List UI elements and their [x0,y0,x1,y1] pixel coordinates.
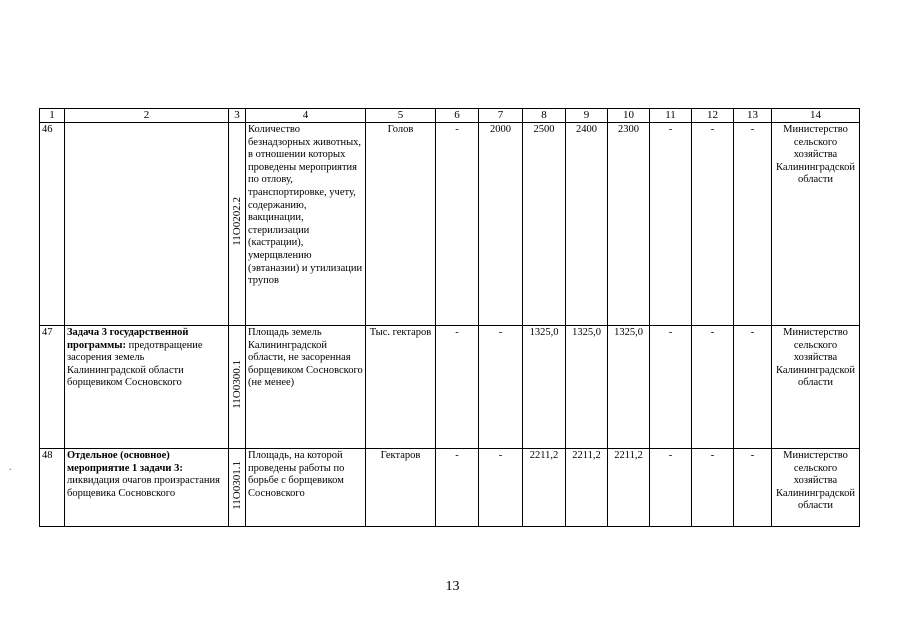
value-cell: - [692,123,734,326]
table-row [40,326,860,449]
column-header: 8 [523,109,566,123]
program-code: 11О0202.2 [230,197,243,247]
value-cell: - [734,123,772,326]
value-cell: - [436,326,479,449]
responsible-executor: Министерство сельского хозяйства Калининградской области [772,326,860,449]
page-number: 13 [445,579,460,594]
column-header: 2 [65,109,229,123]
unit: Тыс. гектаров [366,326,436,449]
column-header: 11 [650,109,692,123]
row-number: 46 [40,123,65,326]
value-cell: - [692,326,734,449]
value-cell: - [479,449,523,527]
program-code: 11О0300.1 [230,360,243,410]
table-row [40,123,860,326]
code-cell [229,449,246,527]
value-cell: 1325,0 [608,326,650,449]
code-cell [229,123,246,326]
value-cell: 2211,2 [566,449,608,527]
unit: Голов [366,123,436,326]
value-cell: - [692,449,734,527]
responsible-executor: Министерство сельского хозяйства Калининградской области [772,123,860,326]
value-cell: 2400 [566,123,608,326]
task-cell [65,123,229,326]
value-cell: - [650,449,692,527]
value-cell: - [479,326,523,449]
column-header: 4 [246,109,366,123]
task-description: предотвращение засорения земель Калининградской области борщевиком Сосновского [67,339,203,389]
value-cell: - [650,326,692,449]
value-cell: - [436,449,479,527]
row-number: 48 [40,449,65,527]
task-title: Отдельное (основное) мероприятие 1 задачи 3: [67,450,183,474]
value-cell: 2211,2 [608,449,650,527]
row-number: 47 [40,326,65,449]
value-cell: 2000 [479,123,523,326]
value-cell: - [734,449,772,527]
value-cell: 1325,0 [523,326,566,449]
value-cell: - [734,326,772,449]
program-code: 11О0301.1 [230,460,243,510]
column-header: 13 [734,109,772,123]
table-row [40,449,860,527]
column-header: 7 [479,109,523,123]
indicator-name: Количество безнадзорных животных, в отношении которых проведены мероприятия по отлову, транспортировке, учету, содержанию, вакцинации, стерилизации (кастрации), умерщвлению (эвтаназии) и утилизации трупов [246,123,366,326]
code-cell [229,326,246,449]
responsible-executor: Министерство сельского хозяйства Калининградской области [772,449,860,527]
value-cell: 2500 [523,123,566,326]
task-title: Задача 3 государственной программы: [67,327,189,351]
column-header: 12 [692,109,734,123]
indicator-name: Площадь земель Калининградской области, не засоренная борщевиком Сосновского (не менее) [246,326,366,449]
column-header: 10 [608,109,650,123]
scan-speck: . [9,462,12,473]
value-cell: - [436,123,479,326]
column-header: 5 [366,109,436,123]
program-indicators-table [39,108,860,527]
column-header: 9 [566,109,608,123]
task-description: ликвидация очагов произрастания борщевика Сосновского [67,475,220,499]
unit: Гектаров [366,449,436,527]
column-header: 14 [772,109,860,123]
column-header: 6 [436,109,479,123]
column-header: 1 [40,109,65,123]
task-cell [65,326,229,449]
value-cell: 2300 [608,123,650,326]
task-cell [65,449,229,527]
indicator-name: Площадь, на которой проведены работы по борьбе с борщевиком Сосновского [246,449,366,527]
column-header: 3 [229,109,246,123]
header-row [40,109,860,123]
value-cell: 1325,0 [566,326,608,449]
value-cell: - [650,123,692,326]
value-cell: 2211,2 [523,449,566,527]
